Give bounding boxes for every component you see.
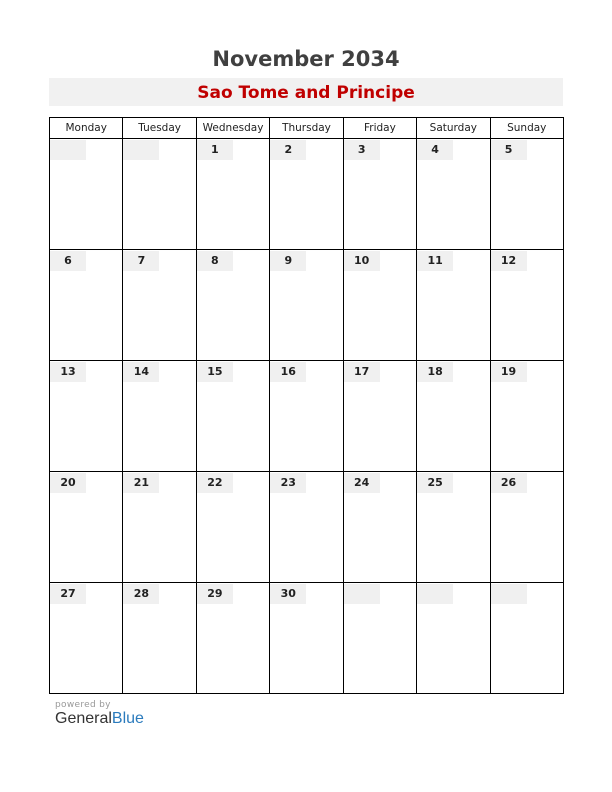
day-number: 24 [344,473,380,493]
day-number [123,140,159,160]
day-number: 19 [491,362,527,382]
day-number: 1 [197,140,233,160]
week-row [50,472,564,583]
day-number: 6 [50,251,86,271]
day-number: 20 [50,473,86,493]
day-cell [270,139,343,250]
day-cell [343,139,416,250]
day-cell [490,361,563,472]
week-row [50,139,564,250]
brand-name-general: General [55,710,112,727]
day-number: 30 [270,584,306,604]
day-cell [123,139,196,250]
day-cell [123,583,196,694]
day-number: 21 [123,473,159,493]
day-cell [270,361,343,472]
day-cell [343,361,416,472]
week-row [50,583,564,694]
country-banner [49,78,563,106]
footer-branding [55,700,144,728]
day-number: 13 [50,362,86,382]
day-cell [417,472,490,583]
day-number: 18 [417,362,453,382]
day-cell [417,139,490,250]
day-cell [123,472,196,583]
day-number: 17 [344,362,380,382]
day-cell [196,583,269,694]
day-number: 8 [197,251,233,271]
day-number: 10 [344,251,380,271]
day-number: 2 [270,140,306,160]
brand-name-blue: Blue [111,710,144,727]
day-number: 26 [491,473,527,493]
day-cell [490,583,563,694]
day-cell [123,250,196,361]
day-number: 29 [197,584,233,604]
weekday-header: Saturday [417,118,490,139]
weekday-header: Monday [50,118,123,139]
calendar-grid [49,117,564,694]
powered-by-text: powered by [55,700,111,710]
day-cell [417,250,490,361]
weekday-header: Thursday [270,118,343,139]
day-cell [196,139,269,250]
day-cell [50,361,123,472]
day-number: 4 [417,140,453,160]
day-number: 7 [123,251,159,271]
weekday-header: Tuesday [123,118,196,139]
brand-logo[interactable] [55,710,144,728]
day-number: 3 [344,140,380,160]
day-number: 9 [270,251,306,271]
day-cell [270,250,343,361]
day-number: 12 [491,251,527,271]
day-cell [196,361,269,472]
weekday-header: Sunday [490,118,563,139]
day-cell [343,250,416,361]
day-number: 28 [123,584,159,604]
day-number [50,140,86,160]
day-cell [343,583,416,694]
day-cell [417,583,490,694]
calendar-title: November 2034 [212,47,400,71]
day-cell [50,583,123,694]
day-number [344,584,380,604]
day-cell [490,139,563,250]
day-cell [270,472,343,583]
weekday-header: Friday [343,118,416,139]
day-number: 16 [270,362,306,382]
day-number: 5 [491,140,527,160]
country-name: Sao Tome and Principe [197,83,415,103]
day-number: 27 [50,584,86,604]
day-number: 11 [417,251,453,271]
day-number: 22 [197,473,233,493]
day-cell [123,361,196,472]
day-cell [490,472,563,583]
day-cell [196,250,269,361]
day-cell [196,472,269,583]
day-number: 23 [270,473,306,493]
day-number [491,584,527,604]
day-number: 14 [123,362,159,382]
day-cell [50,139,123,250]
week-row [50,361,564,472]
week-row [50,250,564,361]
weekday-header-row [50,118,564,139]
day-cell [343,472,416,583]
day-cell [270,583,343,694]
day-cell [417,361,490,472]
day-cell [490,250,563,361]
day-cell [50,250,123,361]
day-number: 25 [417,473,453,493]
day-number [417,584,453,604]
weekday-header: Wednesday [196,118,269,139]
day-number: 15 [197,362,233,382]
day-cell [50,472,123,583]
